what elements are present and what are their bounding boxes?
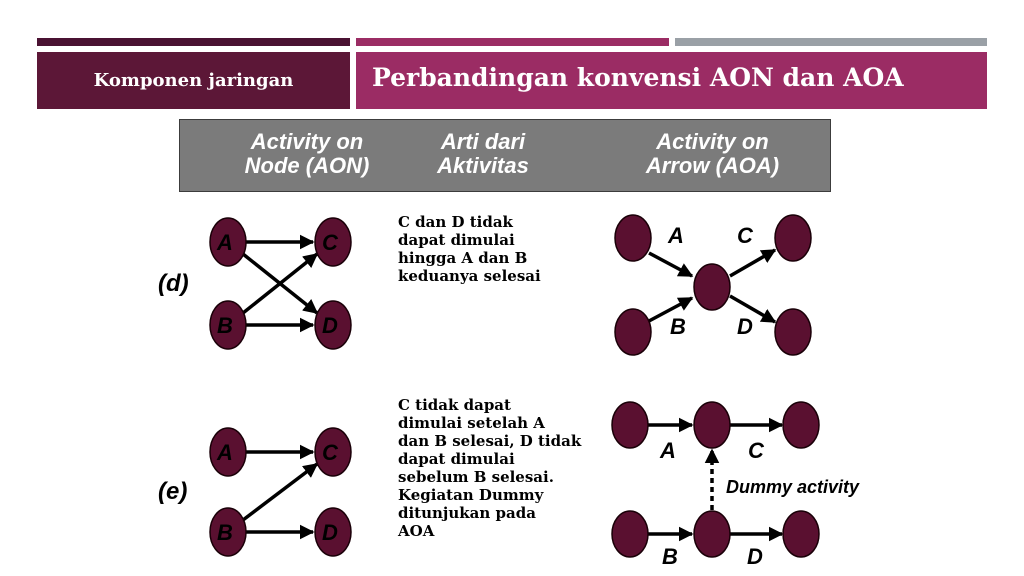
aoa-e-node-6 <box>783 511 819 557</box>
aoa-d-arrow-a <box>649 253 692 276</box>
row-label-e: (e) <box>158 478 188 505</box>
row-label-d: (d) <box>158 270 189 297</box>
aoa-d-node-2 <box>615 309 651 355</box>
aon-e-label-b: B <box>217 520 233 545</box>
aon-d-label-b: B <box>217 313 233 338</box>
aoa-diagram-d <box>615 215 811 355</box>
aon-e-label-c: C <box>322 440 338 465</box>
aon-d-label-d: D <box>322 313 338 338</box>
header-arti: Arti dari Aktivitas <box>437 129 529 178</box>
aoa-d-label-d: D <box>737 314 753 339</box>
slide-title: Perbandingan konvensi AON dan AOA <box>372 63 904 92</box>
aoa-e-node-3 <box>783 402 819 448</box>
aoa-d-node-5 <box>775 309 811 355</box>
aon-d-label-c: C <box>322 230 338 255</box>
section-label: Komponen jaringan <box>93 70 294 91</box>
aoa-e-node-5 <box>694 511 730 557</box>
header-aon: Activity on Node (AON) <box>244 129 370 178</box>
header-aoa: Activity on Arrow (AOA) <box>645 129 780 178</box>
aon-e-edge-b-c <box>243 464 317 520</box>
aon-e-label-d: D <box>322 520 338 545</box>
description-e: C tidak dapat dimulai setelah A dan B selesai, D tidak dapat dimulai sebelum B selesai. Kegiatan Dummy ditunjukan pada AOA <box>398 396 582 540</box>
aoa-d-node-4 <box>775 215 811 261</box>
aon-e-label-a: A <box>217 440 233 465</box>
aoa-d-label-c: C <box>737 223 753 248</box>
dummy-activity-label: Dummy activity <box>726 477 860 497</box>
aon-d-label-a: A <box>217 230 233 255</box>
description-d: C dan D tidak dapat dimulai hingga A dan B keduanya selesai <box>398 213 541 285</box>
aoa-e-node-2 <box>694 402 730 448</box>
aoa-e-label-a: A <box>660 438 676 463</box>
aoa-d-node-1 <box>615 215 651 261</box>
aoa-d-label-b: B <box>670 314 686 339</box>
aoa-d-label-a: A <box>668 223 684 248</box>
aoa-e-node-4 <box>612 511 648 557</box>
aoa-e-label-b: B <box>662 544 678 569</box>
aon-diagram-e <box>210 428 351 556</box>
aoa-e-label-d: D <box>747 544 763 569</box>
aoa-e-node-1 <box>612 402 648 448</box>
aon-diagram-d <box>210 218 351 349</box>
aoa-d-node-3 <box>694 264 730 310</box>
aoa-e-label-c: C <box>748 438 764 463</box>
aoa-d-arrow-c <box>730 250 775 276</box>
